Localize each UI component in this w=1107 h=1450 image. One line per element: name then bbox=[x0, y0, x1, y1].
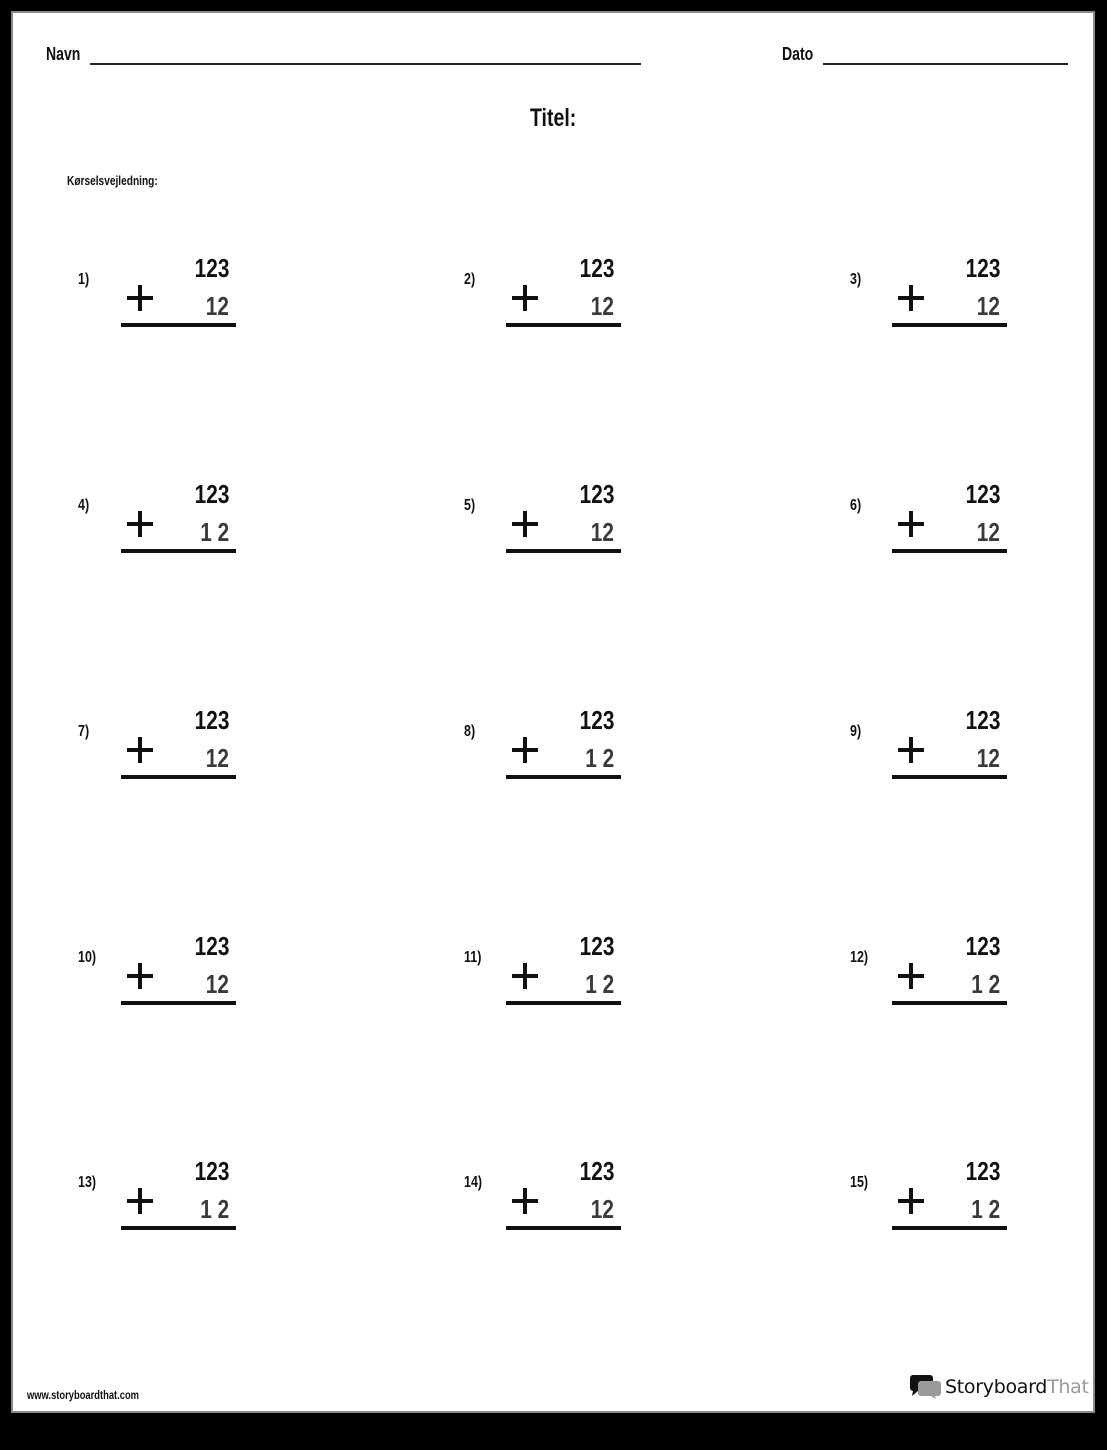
plus-icon bbox=[512, 285, 538, 311]
top-addend: 123 bbox=[194, 479, 229, 509]
problem-number bbox=[464, 1174, 487, 1192]
plus-icon bbox=[512, 963, 538, 989]
footer-url: www.storyboardthat.com bbox=[27, 1388, 139, 1402]
problem-number bbox=[850, 949, 873, 967]
problem-number bbox=[850, 723, 864, 741]
answer-line[interactable] bbox=[121, 1226, 236, 1230]
answer-line[interactable] bbox=[121, 1001, 236, 1005]
top-addend: 123 bbox=[965, 253, 1000, 283]
problem-number bbox=[464, 497, 478, 515]
date-field-line[interactable] bbox=[823, 63, 1068, 65]
title-wrap bbox=[530, 104, 589, 133]
bottom-addend: 1 2 bbox=[585, 743, 614, 773]
plus-icon bbox=[898, 1188, 924, 1214]
answer-line[interactable] bbox=[892, 775, 1007, 779]
bottom-addend: 1 2 bbox=[971, 1194, 1000, 1224]
problem-number-text: 15) bbox=[850, 1174, 869, 1191]
problem-number-text: 2) bbox=[464, 271, 476, 288]
top-addend: 123 bbox=[194, 253, 229, 283]
answer-line[interactable] bbox=[506, 323, 621, 327]
answer-line[interactable] bbox=[506, 1226, 621, 1230]
bottom-addend: 1 2 bbox=[200, 517, 229, 547]
problem-number bbox=[850, 1174, 873, 1192]
problem-number-text: 11) bbox=[464, 949, 482, 966]
plus-icon bbox=[127, 285, 153, 311]
addition-problem bbox=[506, 1158, 621, 1248]
answer-line[interactable] bbox=[121, 323, 236, 327]
addition-problem bbox=[892, 933, 1007, 1023]
problem-number-text: 13) bbox=[78, 1174, 97, 1191]
problem-number-text: 3) bbox=[850, 271, 862, 288]
bottom-addend: 1 2 bbox=[971, 969, 1000, 999]
plus-icon bbox=[898, 737, 924, 763]
problem-number-text: 14) bbox=[464, 1174, 483, 1191]
bottom-addend: 12 bbox=[976, 743, 1000, 773]
problem-number bbox=[78, 949, 101, 967]
addition-problem bbox=[506, 481, 621, 571]
problem-number-text: 4) bbox=[78, 497, 90, 514]
addition-problem bbox=[892, 1158, 1007, 1248]
answer-line[interactable] bbox=[506, 1001, 621, 1005]
date-label: Dato bbox=[782, 44, 814, 64]
bottom-addend: 1 2 bbox=[585, 969, 614, 999]
problem-number-text: 10) bbox=[78, 949, 97, 966]
addition-problem bbox=[892, 481, 1007, 571]
problem-number-text: 1) bbox=[78, 271, 90, 288]
date-label-wrap bbox=[782, 44, 822, 65]
problem-number-text: 7) bbox=[78, 723, 90, 740]
instructions-label: Kørselsvejledning: bbox=[67, 173, 158, 188]
bottom-addend: 12 bbox=[205, 743, 229, 773]
plus-icon bbox=[898, 963, 924, 989]
problem-number-text: 5) bbox=[464, 497, 476, 514]
top-addend: 123 bbox=[579, 253, 614, 283]
logo-text bbox=[945, 1376, 1089, 1398]
bottom-addend: 12 bbox=[590, 291, 614, 321]
plus-icon bbox=[898, 285, 924, 311]
problem-number bbox=[850, 271, 864, 289]
top-addend: 123 bbox=[965, 1156, 1000, 1186]
problem-number bbox=[78, 1174, 101, 1192]
logo-text-dark: Storyboard bbox=[945, 1376, 1048, 1398]
answer-line[interactable] bbox=[892, 1226, 1007, 1230]
problem-number-text: 6) bbox=[850, 497, 862, 514]
problem-number bbox=[464, 271, 478, 289]
top-addend: 123 bbox=[194, 705, 229, 735]
addition-problem bbox=[506, 707, 621, 797]
answer-line[interactable] bbox=[506, 775, 621, 779]
top-addend: 123 bbox=[965, 931, 1000, 961]
problem-number-text: 8) bbox=[464, 723, 476, 740]
problem-number bbox=[464, 723, 478, 741]
addition-problem bbox=[121, 933, 236, 1023]
top-addend: 123 bbox=[579, 479, 614, 509]
name-field-line[interactable] bbox=[90, 63, 641, 65]
top-addend: 123 bbox=[579, 1156, 614, 1186]
bottom-addend: 12 bbox=[205, 969, 229, 999]
top-addend: 123 bbox=[579, 931, 614, 961]
addition-problem bbox=[121, 255, 236, 345]
plus-icon bbox=[512, 511, 538, 537]
storyboardthat-logo bbox=[909, 1374, 1089, 1400]
top-addend: 123 bbox=[194, 1156, 229, 1186]
problem-number-text: 9) bbox=[850, 723, 862, 740]
answer-line[interactable] bbox=[121, 549, 236, 553]
top-addend: 123 bbox=[965, 705, 1000, 735]
bottom-addend: 1 2 bbox=[200, 1194, 229, 1224]
bottom-addend: 12 bbox=[590, 1194, 614, 1224]
problem-number bbox=[850, 497, 864, 515]
addition-problem bbox=[121, 1158, 236, 1248]
top-addend: 123 bbox=[579, 705, 614, 735]
bottom-addend: 12 bbox=[590, 517, 614, 547]
addition-problem bbox=[506, 933, 621, 1023]
speech-bubbles-icon bbox=[909, 1374, 943, 1400]
footer-url-wrap bbox=[27, 1386, 171, 1404]
bottom-addend: 12 bbox=[205, 291, 229, 321]
addition-problem bbox=[121, 481, 236, 571]
bottom-addend: 12 bbox=[976, 517, 1000, 547]
plus-icon bbox=[512, 1188, 538, 1214]
plus-icon bbox=[127, 511, 153, 537]
problem-number bbox=[78, 497, 92, 515]
answer-line[interactable] bbox=[892, 323, 1007, 327]
plus-icon bbox=[127, 737, 153, 763]
bottom-addend: 12 bbox=[976, 291, 1000, 321]
problem-number bbox=[78, 723, 92, 741]
top-addend: 123 bbox=[965, 479, 1000, 509]
problem-number bbox=[78, 271, 92, 289]
problem-number-text: 12) bbox=[850, 949, 869, 966]
addition-problem bbox=[892, 707, 1007, 797]
answer-line[interactable] bbox=[892, 1001, 1007, 1005]
addition-problem bbox=[506, 255, 621, 345]
addition-problem bbox=[121, 707, 236, 797]
addition-problem bbox=[892, 255, 1007, 345]
plus-icon bbox=[512, 737, 538, 763]
name-label-wrap bbox=[46, 44, 90, 65]
answer-line[interactable] bbox=[121, 775, 236, 779]
plus-icon bbox=[127, 963, 153, 989]
instructions-wrap bbox=[67, 172, 183, 190]
name-label: Navn bbox=[46, 44, 81, 64]
problem-number bbox=[464, 949, 486, 967]
logo-text-light: That bbox=[1047, 1376, 1089, 1398]
plus-icon bbox=[127, 1188, 153, 1214]
answer-line[interactable] bbox=[892, 549, 1007, 553]
answer-line[interactable] bbox=[506, 549, 621, 553]
top-addend: 123 bbox=[194, 931, 229, 961]
page-title: Titel: bbox=[530, 104, 577, 132]
plus-icon bbox=[898, 511, 924, 537]
